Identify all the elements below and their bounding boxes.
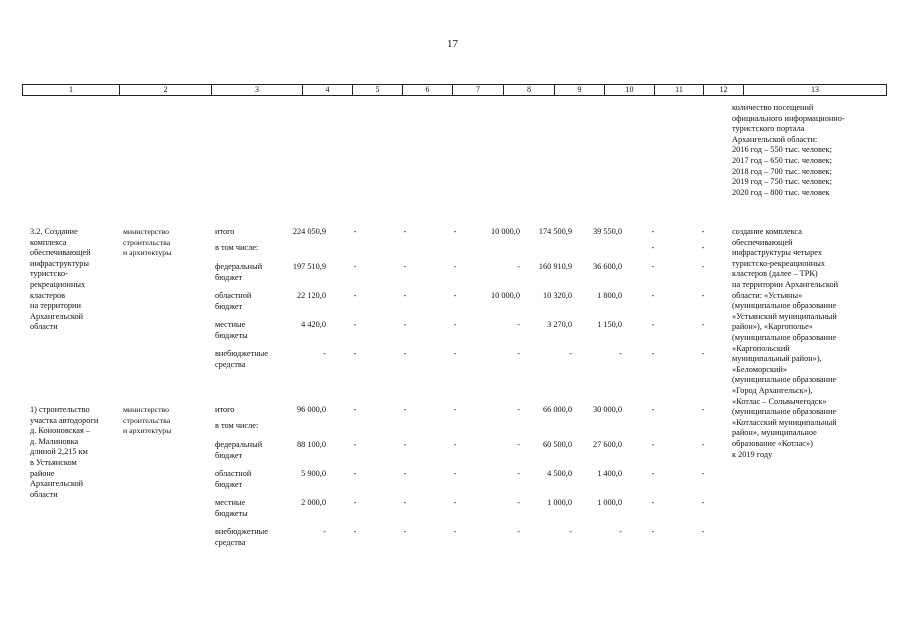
event-name-line: на территории [30, 301, 81, 311]
value-cell-col-5: - [353, 262, 357, 271]
value-cell-col-11: - [651, 349, 655, 358]
value-cell-col-5: - [353, 320, 357, 329]
executor-line: и архитектуры [123, 426, 172, 436]
value-cell-col-12: - [701, 405, 705, 414]
event-name-line: 3.2. Создание [30, 227, 78, 236]
value-cell-col-8: - [517, 349, 520, 358]
value-cell-col-12: - [701, 291, 705, 300]
value-cell-col-10: 39 550,0 [592, 227, 622, 236]
value-cell-col-5: - [353, 405, 357, 414]
executor-line: министерство [123, 227, 170, 236]
value-cell-col-4: 224 050,9 [292, 227, 326, 236]
value-cell-col-6: - [403, 227, 407, 236]
value-cell-col-6: - [403, 498, 407, 507]
value-cell-col-9: 66 000,0 [542, 405, 572, 414]
value-cell-col-8: - [517, 262, 520, 271]
value-cell-col-6: - [403, 349, 407, 358]
result-text-line: на территории Архангельской [732, 280, 839, 289]
column-header-9: 9 [555, 85, 605, 95]
result-text-line: к 2019 году [732, 449, 773, 459]
result-text-line: (муниципальное образование [732, 407, 837, 417]
funding-source-label: итого [215, 405, 235, 414]
result-text-line: «Котласский муниципальный [732, 417, 837, 427]
column-header-1: 1 [23, 85, 120, 95]
value-cell-col-4: 5 900,0 [301, 469, 326, 478]
result-text-line: район», муниципальное [732, 428, 817, 438]
value-cell-col-8: - [517, 527, 520, 536]
event-name-line: Архангельской [30, 311, 84, 321]
event-name-line: комплекса [30, 237, 67, 247]
value-cell-col-6: - [403, 469, 407, 478]
result-text-line: (муниципальное образование [732, 375, 837, 385]
event-name-line: обеспечивающей [30, 248, 91, 258]
value-cell-col-4: 22 120,0 [296, 291, 326, 300]
event-name-line: рекреационных [30, 280, 86, 289]
column-header-3: 3 [212, 85, 303, 95]
value-cell-col-10: 1 000,0 [597, 498, 622, 507]
funding-source-label: областной [215, 291, 252, 300]
result-text-line: официального информационно- [732, 113, 845, 123]
result-text-line: области: «Устьяны» [732, 290, 803, 300]
funding-source-label: внебюджетные [215, 349, 268, 358]
funding-source-label: итого [215, 227, 235, 236]
value-cell-col-6: - [403, 320, 407, 329]
result-text-line: инфраструктуры четырех [732, 248, 822, 258]
value-cell-col-7: - [453, 227, 457, 236]
value-cell-col-7: - [453, 469, 457, 478]
value-cell-col-7: - [453, 320, 457, 329]
column-header-6: 6 [403, 85, 453, 95]
column-header-7: 7 [453, 85, 504, 95]
page-number: 17 [447, 38, 458, 50]
value-cell-col-4: 2 000,0 [301, 498, 326, 507]
result-text-line: 2018 год – 700 тыс. человек; [732, 166, 832, 176]
result-text-line: «Устьянский муниципальный [732, 311, 837, 321]
funding-source-label: местные [215, 320, 246, 329]
value-cell-col-8: - [517, 440, 520, 449]
funding-source-label: бюджет [215, 301, 243, 311]
value-cell-col-7: - [453, 440, 457, 449]
funding-source-label: бюджеты [215, 330, 248, 340]
executor-line: министерство [123, 405, 170, 414]
value-cell-col-5: - [353, 469, 357, 478]
value-cell-col-7: - [453, 498, 457, 507]
value-cell-col-11: - [651, 405, 655, 414]
result-text-line: создание комплекса [732, 227, 802, 236]
value-cell-col-9: 4 500,0 [547, 469, 572, 478]
executor-line: строительства [123, 415, 171, 425]
value-cell-col-5: - [353, 527, 357, 536]
funding-source-label: средства [215, 359, 246, 369]
funding-source-label: бюджет [215, 272, 243, 282]
column-header-4: 4 [303, 85, 353, 95]
value-cell-col-7: - [453, 262, 457, 271]
result-text-line: количество посещений [732, 103, 814, 112]
result-text-line: обеспечивающей [732, 237, 793, 247]
result-text-line: образование «Котлас») [732, 439, 813, 448]
value-cell-col-9: 1 000,0 [547, 498, 572, 507]
value-cell-col-11: - [651, 227, 655, 236]
value-cell-col-9: - [569, 349, 572, 358]
funding-source-label: в том числе: [215, 243, 259, 252]
executor-line: строительства [123, 237, 171, 247]
funding-source-label: бюджет [215, 479, 243, 489]
value-cell-col-5: - [353, 349, 357, 358]
value-cell-col-9: 60 500,0 [542, 440, 572, 449]
result-text-line: 2020 год – 800 тыс. человек [732, 187, 830, 197]
value-cell-col-4: 4 420,0 [301, 320, 326, 329]
value-cell-col-9: - [569, 527, 572, 536]
value-cell-col-6: - [403, 262, 407, 271]
table-column-header-row [22, 84, 887, 96]
event-name-line: участка автодороги [30, 415, 99, 425]
value-cell-col-12: - [701, 227, 705, 236]
value-cell-col-11: - [651, 262, 655, 271]
value-cell-col-10: 30 000,0 [592, 405, 622, 414]
column-header-11: 11 [655, 85, 704, 95]
column-header-2: 2 [120, 85, 212, 95]
value-cell-col-4: 197 510,9 [292, 262, 326, 271]
funding-source-label: в том числе: [215, 421, 259, 430]
value-cell-col-7: - [453, 527, 457, 536]
event-name-line: 1) строительство [30, 405, 90, 414]
result-text-line: (муниципальное образование [732, 301, 837, 311]
value-cell-col-6: - [403, 440, 407, 449]
funding-source-label: бюджеты [215, 508, 248, 518]
value-cell-col-11: - [651, 527, 655, 536]
event-name-line: кластеров [30, 290, 66, 300]
value-cell-col-10: - [619, 349, 622, 358]
value-cell-col-10: 1 400,0 [597, 469, 622, 478]
value-cell-col-4: 88 100,0 [296, 440, 326, 449]
funding-source-label: местные [215, 498, 246, 507]
value-cell-col-11: - [651, 469, 655, 478]
value-cell-col-9: 160 910,9 [538, 262, 572, 271]
value-cell-col-12: - [701, 498, 705, 507]
result-text-line: муниципальный район»), [732, 354, 822, 364]
event-name-line: длиной 2,215 км [30, 447, 88, 457]
value-cell-col-6: - [403, 405, 407, 414]
value-cell-col-4: - [323, 527, 326, 536]
event-name-line: д. Кононовская – [30, 426, 90, 436]
event-name-line: области [30, 489, 58, 499]
value-cell-col-5: - [353, 498, 357, 507]
result-text-line: туристско-рекреационных [732, 258, 825, 268]
value-cell-col-9: 10 320,0 [542, 291, 572, 300]
result-text-line: «Беломорский» [732, 364, 788, 374]
value-cell-col-7: - [453, 405, 457, 414]
value-cell-col-10: 1 800,0 [597, 291, 622, 300]
value-cell-col-4: - [323, 349, 326, 358]
funding-source-label: федеральный [215, 440, 263, 449]
value-cell-col-10: 1 150,0 [597, 320, 622, 329]
result-text-line: (муниципальное образование [732, 333, 837, 342]
value-cell-col-5: - [353, 291, 357, 300]
column-header-10: 10 [605, 85, 655, 95]
value-cell-col-12: - [701, 262, 705, 271]
value-cell-col-9: 174 500,9 [538, 227, 572, 236]
result-text-line: туристского портала [732, 124, 805, 134]
value-cell-col-9: 3 270,0 [547, 320, 572, 329]
value-cell-col-12: - [701, 440, 705, 449]
column-header-12: 12 [704, 85, 744, 95]
event-name-line: области [30, 322, 58, 332]
value-cell-col-10: - [619, 527, 622, 536]
column-header-5: 5 [353, 85, 403, 95]
event-name-line: в Устьянском [30, 458, 77, 467]
value-cell-col-12: - [701, 320, 705, 329]
result-text-line: район»), «Каргополье» [732, 322, 813, 332]
value-cell-col-8: - [517, 405, 520, 414]
value-cell-col-12: - [701, 349, 705, 358]
value-cell-col-4: 96 000,0 [296, 405, 326, 414]
result-text-line: «Город Архангельск»), [732, 386, 813, 395]
value-cell-col-11: - [651, 243, 655, 252]
value-cell-col-10: 27 600,0 [592, 440, 622, 449]
result-text-line: Архангельской области: [732, 134, 818, 144]
value-cell-col-8: - [517, 498, 520, 507]
column-header-13: 13 [811, 85, 819, 94]
event-name-line: туристско- [30, 269, 68, 279]
value-cell-col-12: - [701, 469, 705, 478]
result-text-line: кластеров (далее – ТРК) [732, 269, 818, 279]
result-text-line: «Каргопольский [732, 343, 790, 353]
value-cell-col-11: - [651, 440, 655, 449]
funding-source-label: бюджет [215, 450, 243, 460]
event-name-line: районе [30, 468, 55, 478]
value-cell-col-11: - [651, 291, 655, 300]
value-cell-col-5: - [353, 440, 357, 449]
value-cell-col-6: - [403, 527, 407, 536]
result-text-line: 2017 год – 650 тыс. человек; [732, 156, 832, 165]
result-text-line: 2019 год – 750 тыс. человек; [732, 177, 832, 187]
result-text-line: 2016 год – 550 тыс. человек; [732, 145, 832, 155]
value-cell-col-8: 10 000,0 [490, 227, 520, 236]
funding-source-label: внебюджетные [215, 527, 268, 536]
value-cell-col-6: - [403, 291, 407, 300]
value-cell-col-8: - [517, 320, 520, 329]
value-cell-col-7: - [453, 291, 457, 300]
event-name-line: д. Малиновка [30, 436, 79, 446]
funding-source-label: средства [215, 537, 246, 547]
event-name-line: Архангельской [30, 479, 84, 489]
column-header-8: 8 [504, 85, 555, 95]
funding-source-label: федеральный [215, 262, 263, 271]
executor-line: и архитектуры [123, 248, 172, 258]
result-text-line: «Котлас – Сольвычегодск» [732, 396, 827, 406]
value-cell-col-12: - [701, 527, 705, 536]
value-cell-col-7: - [453, 349, 457, 358]
value-cell-col-5: - [353, 227, 357, 236]
value-cell-col-12: - [701, 243, 705, 252]
value-cell-col-10: 36 600,0 [592, 262, 622, 271]
value-cell-col-11: - [651, 320, 655, 329]
funding-source-label: областной [215, 469, 252, 478]
value-cell-col-8: - [517, 469, 520, 478]
value-cell-col-8: 10 000,0 [490, 291, 520, 300]
event-name-line: инфраструктуры [30, 258, 89, 268]
value-cell-col-11: - [651, 498, 655, 507]
